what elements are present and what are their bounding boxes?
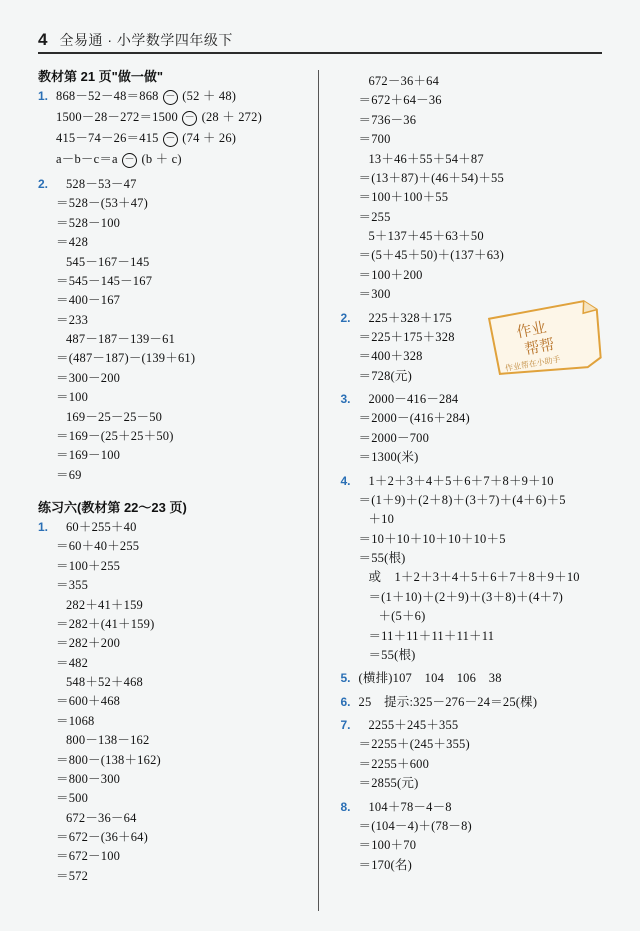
answer-item xyxy=(38,177,308,487)
answer-line: ＝100＋70 xyxy=(358,838,417,853)
section-gap xyxy=(38,487,308,501)
answer-line: ＝11＋11＋11＋11＋11 xyxy=(358,628,495,643)
item-lines xyxy=(359,695,611,714)
answer-item xyxy=(341,695,611,714)
answer-line: ＋(5＋6) xyxy=(358,609,426,624)
answer-line: ＝800－(138＋162) xyxy=(56,752,161,767)
answer-line: 282＋41＋159 xyxy=(56,597,143,612)
answer-line: ＝600＋468 xyxy=(56,694,121,709)
answer-item xyxy=(38,520,308,888)
item-lines xyxy=(359,671,611,690)
item-number: 4. xyxy=(340,473,351,488)
answer-line: ＝233 xyxy=(56,312,89,327)
answer-item xyxy=(341,671,611,690)
homework-stamp xyxy=(484,295,608,383)
answer-line: 487－187－139－61 xyxy=(56,332,176,346)
answer-line: ＝(1＋10)＋(2＋9)＋(3＋8)＋(4＋7) xyxy=(358,589,564,604)
answer-line: ＝1068 xyxy=(56,713,95,728)
answer-line: ＝100＋255 xyxy=(56,558,121,573)
answer-line: ＝428 xyxy=(56,235,89,250)
svg-text:作业: 作业 xyxy=(515,318,548,342)
item-number: 1. xyxy=(38,89,49,103)
item-lines xyxy=(359,800,611,878)
answer-line: ＋10 xyxy=(358,512,395,527)
answer-item xyxy=(341,718,611,796)
answer-line: ＝282＋200 xyxy=(56,636,121,651)
answer-line: ＝100 xyxy=(56,390,89,405)
stamp-icon xyxy=(484,295,608,383)
answer-item xyxy=(341,800,611,878)
right-column xyxy=(319,70,611,911)
answer-line: a－b－c＝a － (b ＋ c) xyxy=(56,152,182,166)
item-number: 5. xyxy=(340,671,351,686)
answer-line: 60＋255＋40 xyxy=(56,520,137,534)
item-lines xyxy=(359,74,611,307)
answer-line: ＝55(根) xyxy=(358,551,406,565)
answer-line: (横排)107 104 106 38 xyxy=(358,671,502,686)
answer-line: 1＋2＋3＋4＋5＋6＋7＋8＋9＋10 xyxy=(358,473,554,488)
answer-line: 868－52－48＝868 － (52 ＋ 48) xyxy=(56,89,237,103)
item-number xyxy=(341,881,359,882)
answer-line: ＝(104－4)＋(78－8) xyxy=(358,818,472,833)
answer-line: ＝169－(25＋25＋50) xyxy=(56,428,174,443)
answer-line: ＝545－145－167 xyxy=(56,273,153,288)
answer-line: 800－138－162 xyxy=(56,733,150,748)
answer-item xyxy=(38,89,308,173)
page-header xyxy=(38,22,602,54)
answer-line: 528－53－47 xyxy=(56,177,137,191)
answer-line: ＝255 xyxy=(358,209,391,224)
page-number: 4 xyxy=(38,30,48,49)
item-number: 1. xyxy=(38,520,49,534)
answer-line: ＝482 xyxy=(56,655,89,670)
content-columns xyxy=(38,70,610,911)
book-title: 全易通 · 小学数学四年级下 xyxy=(59,32,233,48)
item-lines xyxy=(56,89,308,173)
answer-line: 13＋46＋55＋54＋87 xyxy=(358,151,484,166)
answer-line: ＝(1＋9)＋(2＋8)＋(3＋7)＋(4＋6)＋5 xyxy=(358,492,566,507)
answer-line: ＝100＋100＋55 xyxy=(358,190,449,205)
answer-line: ＝672－100 xyxy=(56,849,121,864)
section-title-textbook-p21: 教材第 21 页"做一做" xyxy=(38,69,164,84)
item-lines xyxy=(359,392,611,470)
item-lines xyxy=(359,881,611,886)
answer-line: ＝300－200 xyxy=(56,370,121,385)
item-number: 2. xyxy=(340,310,351,325)
answer-line: ＝169－100 xyxy=(56,448,121,463)
answer-line: ＝69 xyxy=(56,467,82,482)
left-column xyxy=(38,70,319,911)
answer-line: ＝672－(36＋64) xyxy=(56,830,148,844)
svg-text:作业帮在小助手: 作业帮在小助手 xyxy=(504,354,562,374)
answer-line: ＝10＋10＋10＋10＋10＋5 xyxy=(358,531,506,546)
answer-line: 548＋52＋468 xyxy=(56,675,143,689)
item-lines xyxy=(56,177,308,487)
answer-line: ＝1300(米) xyxy=(358,450,419,465)
item-lines xyxy=(359,474,611,668)
item-number: 7. xyxy=(340,718,351,732)
answer-line: ＝736－36 xyxy=(358,112,417,127)
answer-line: ＝225＋175＋328 xyxy=(358,329,455,344)
item-number: 8. xyxy=(340,799,351,814)
answer-line: ＝400＋328 xyxy=(358,349,423,364)
answer-line: ＝800－300 xyxy=(56,771,121,786)
answer-line: ＝170(名) xyxy=(358,857,412,872)
answer-line: 415－74－26＝415 － (74 ＋ 26) xyxy=(56,131,237,145)
answer-line: ＝528－100 xyxy=(56,215,121,230)
section-title-exercise-6: 练习六(教材第 22～23 页) xyxy=(38,500,187,515)
answer-line: 或 1＋2＋3＋4＋5＋6＋7＋8＋9＋10 xyxy=(358,570,580,585)
answer-line: ＝282＋(41＋159) xyxy=(56,616,155,631)
item-number: 2. xyxy=(38,177,49,191)
answer-line: ＝(13＋87)＋(46＋54)＋55 xyxy=(358,170,504,185)
answer-line: ＝2255＋600 xyxy=(358,756,430,771)
answer-line: ＝700 xyxy=(358,132,391,147)
item-number-blank xyxy=(341,74,359,75)
item-lines xyxy=(56,520,308,888)
answer-line: ＝528－(53＋47) xyxy=(56,196,148,211)
answer-line: ＝572 xyxy=(56,868,89,883)
answer-line: ＝55(根) xyxy=(358,647,416,662)
answer-line: ＝(5＋45＋50)＋(137＋63) xyxy=(358,248,504,263)
answer-line: ＝500 xyxy=(56,791,89,806)
answer-line: 672－36＋64 xyxy=(358,74,440,88)
answer-line: 104＋78－4－8 xyxy=(358,799,452,814)
answer-line: ＝728(元) xyxy=(358,368,412,383)
answer-line: ＝400－167 xyxy=(56,293,121,308)
answer-line: 1500－28－272＝1500 － (28 ＋ 272) xyxy=(56,110,262,124)
answer-line: ＝2000－(416＋284) xyxy=(358,411,470,426)
answer-line: ＝300 xyxy=(358,287,391,302)
answer-line: 225＋328＋175 xyxy=(358,310,452,325)
item-number: 3. xyxy=(340,392,351,406)
answer-line: ＝2255＋(245＋355) xyxy=(358,737,470,752)
answer-line: ＝2000－700 xyxy=(358,430,430,445)
item-number: 6. xyxy=(340,694,351,709)
answer-line: ＝2855(元) xyxy=(358,776,419,791)
answer-line: 545－167－145 xyxy=(56,254,150,269)
answer-item-continued xyxy=(341,74,611,307)
svg-text:帮帮: 帮帮 xyxy=(523,336,556,359)
answer-line: ＝60＋40＋255 xyxy=(56,539,140,554)
answer-item xyxy=(341,881,611,886)
answer-line: ＝100＋200 xyxy=(358,267,423,282)
answer-line: 2000－416－284 xyxy=(358,392,459,406)
answer-line: ＝672＋64－36 xyxy=(358,93,442,108)
answer-line: 169－25－25－50 xyxy=(56,409,163,424)
item-lines xyxy=(359,718,611,796)
answer-item xyxy=(341,474,611,668)
answer-line: ＝355 xyxy=(56,578,89,593)
answer-line: 25 提示:325－276－24＝25(棵) xyxy=(358,694,538,709)
answer-item xyxy=(341,392,611,470)
answer-line: 2255＋245＋355 xyxy=(358,718,459,732)
answer-line: 672－36－64 xyxy=(56,810,137,825)
answer-line: ＝(487－187)－(139＋61) xyxy=(56,351,196,366)
answer-line: 5＋137＋45＋63＋50 xyxy=(358,229,484,243)
